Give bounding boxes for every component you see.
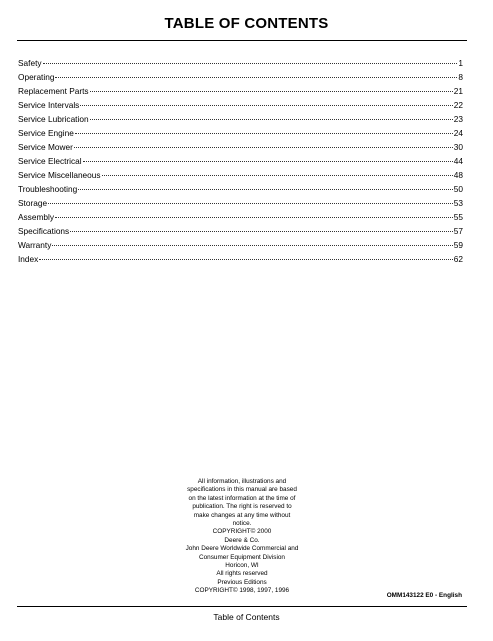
toc-entry[interactable] (18, 86, 463, 100)
toc-entry[interactable] (18, 198, 463, 212)
toc-leader-dots (55, 217, 453, 218)
toc-leader-dots (102, 175, 453, 176)
toc-entry-label: Replacement Parts (18, 86, 89, 96)
copyright-line: COPYRIGHT© 2000 (212, 528, 272, 536)
page-title: TABLE OF CONTENTS (164, 15, 329, 32)
toc-leader-dots (52, 245, 452, 246)
copyright-line: Previous Editions (217, 578, 267, 586)
toc-entry-label: Service Mower (18, 142, 73, 152)
copyright-line: specifications in this manual are based (187, 486, 297, 494)
toc-entry-page: 24 (453, 128, 463, 138)
toc-entry-page: 22 (453, 100, 463, 110)
toc-entry-page: 57 (453, 226, 463, 236)
toc-entry-page: 50 (453, 184, 463, 194)
toc-entry[interactable] (18, 72, 463, 86)
top-divider (17, 40, 467, 41)
toc-entry-page: 44 (453, 156, 463, 166)
toc-leader-dots (39, 259, 452, 260)
toc-entry[interactable] (18, 212, 463, 226)
toc-leader-dots (55, 77, 457, 78)
toc-entry-label: Specifications (18, 226, 70, 236)
toc-entry[interactable] (18, 156, 463, 170)
copyright-line: publication. The right is reserved to (192, 503, 292, 511)
toc-entry[interactable] (18, 240, 463, 254)
copyright-line: All rights reserved (216, 570, 268, 578)
toc-leader-dots (80, 105, 452, 106)
toc-entry-page: 1 (458, 58, 463, 68)
copyright-line: John Deere Worldwide Commercial and (185, 545, 299, 553)
toc-entry[interactable] (18, 226, 463, 240)
toc-entry-page: 8 (458, 72, 463, 82)
toc-leader-dots (83, 161, 453, 162)
copyright-line: notice. (232, 520, 252, 528)
toc-leader-dots (75, 133, 453, 134)
toc-entry-label: Service Intervals (18, 100, 80, 110)
toc-entry[interactable] (18, 114, 463, 128)
toc-leader-dots (48, 203, 453, 204)
toc-leader-dots (78, 189, 453, 190)
toc-entry-label: Safety (18, 58, 42, 68)
toc-entry-label: Service Lubrication (18, 114, 89, 124)
toc-entry-page: 21 (453, 86, 463, 96)
copyright-line: make changes at any time without (193, 511, 291, 519)
toc-entry-page: 55 (453, 212, 463, 222)
copyright-line: All information, illustrations and (197, 478, 287, 485)
copyright-line: Consumer Equipment Division (199, 553, 285, 561)
table-of-contents (18, 58, 463, 268)
toc-entry-page: 62 (453, 254, 463, 264)
toc-entry[interactable] (18, 170, 463, 184)
copyright-line: Deere & Co. (224, 536, 260, 544)
toc-entry-page: 53 (453, 198, 463, 208)
toc-entry[interactable] (18, 142, 463, 156)
toc-entry-label: Storage (18, 198, 48, 208)
toc-entry-label: Operating (18, 72, 55, 82)
toc-leader-dots (90, 91, 453, 92)
toc-entry-page: 23 (453, 114, 463, 124)
toc-entry-page: 59 (453, 240, 463, 250)
toc-entry-page: 30 (453, 142, 463, 152)
toc-entry[interactable] (18, 100, 463, 114)
page-footer: Table of Contents (213, 612, 280, 622)
document-code: OMM143122 E0 - English (386, 592, 462, 599)
toc-entry-label: Troubleshooting (18, 184, 78, 194)
toc-entry[interactable] (18, 254, 463, 268)
toc-leader-dots (74, 147, 453, 148)
copyright-notice (176, 478, 308, 596)
toc-entry-label: Service Miscellaneous (18, 170, 101, 180)
toc-entry-label: Index (18, 254, 39, 264)
bottom-divider (17, 606, 467, 607)
toc-entry[interactable] (18, 128, 463, 142)
toc-entry-label: Service Engine (18, 128, 74, 138)
toc-entry[interactable] (18, 184, 463, 198)
toc-entry-label: Assembly (18, 212, 54, 222)
copyright-line: on the latest information at the time of (188, 494, 296, 502)
copyright-line: Horicon, WI (225, 562, 259, 570)
toc-leader-dots (70, 231, 453, 232)
toc-entry-label: Service Electrical (18, 156, 82, 166)
toc-entry-label: Warranty (18, 240, 52, 250)
copyright-line: COPYRIGHT© 1998, 1997, 1996 (194, 587, 290, 595)
toc-leader-dots (43, 63, 458, 64)
toc-entry[interactable] (18, 58, 463, 72)
toc-leader-dots (90, 119, 453, 120)
toc-entry-page: 48 (453, 170, 463, 180)
